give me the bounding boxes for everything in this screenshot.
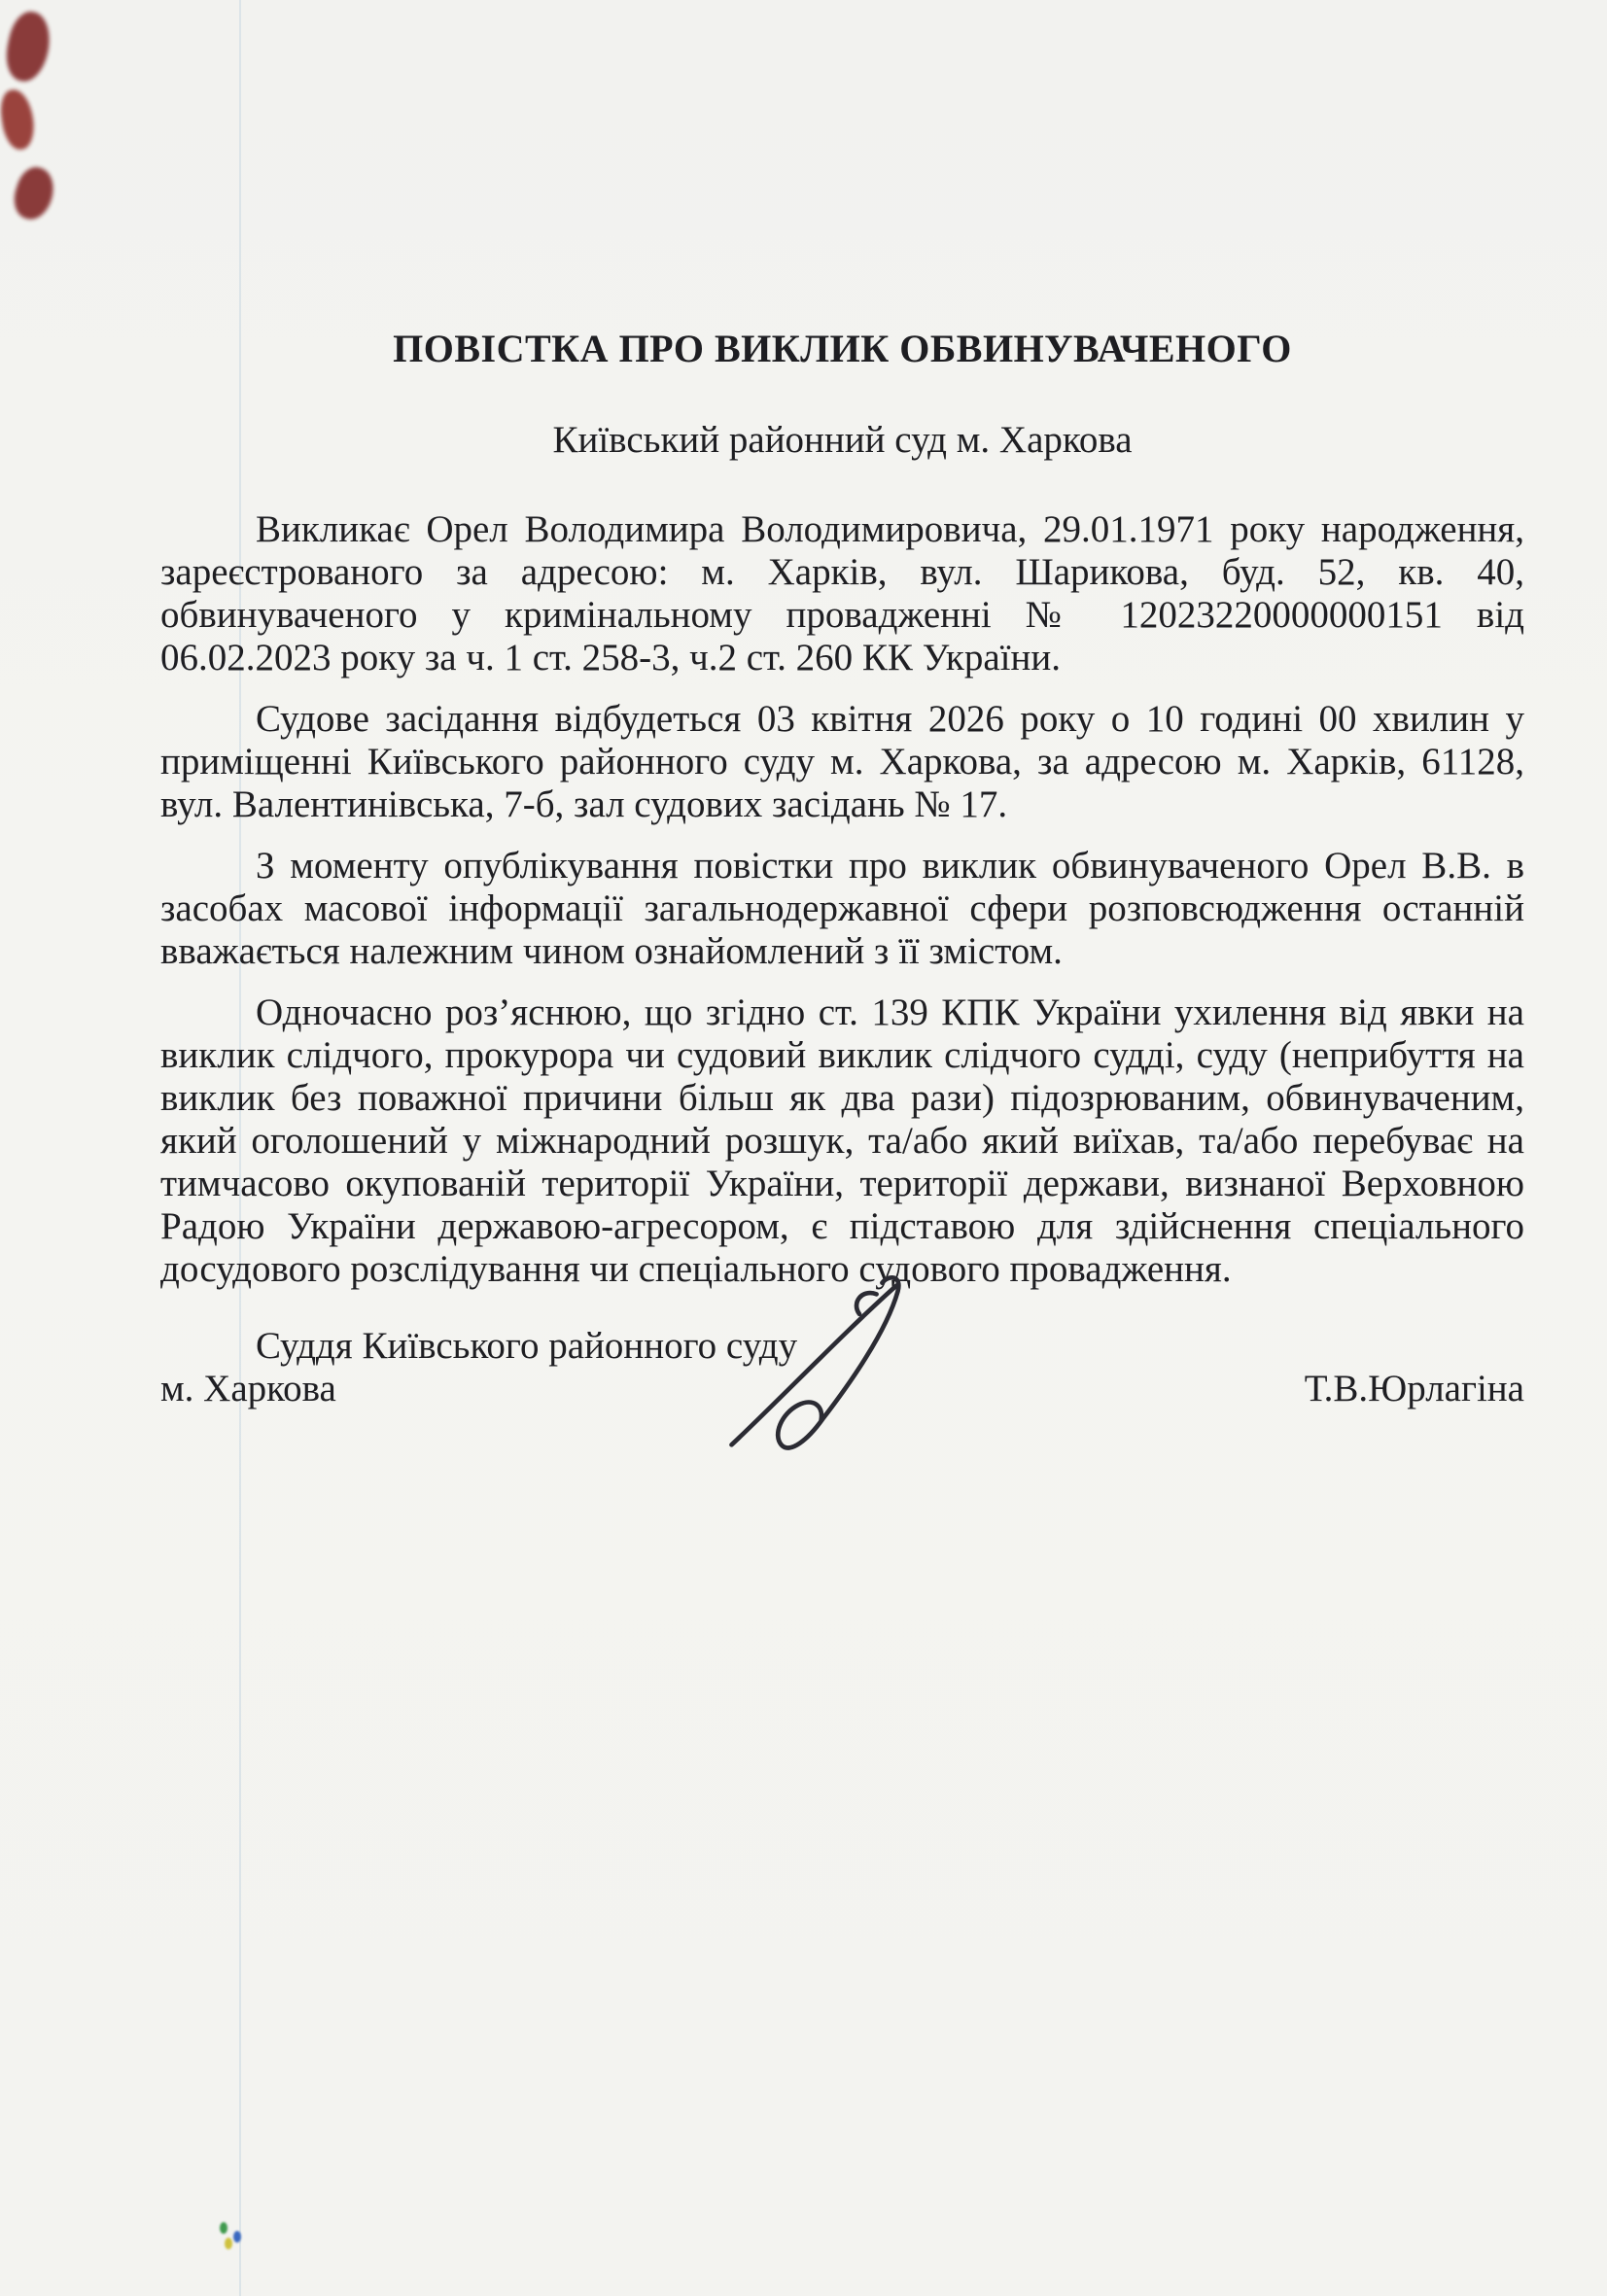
paragraph-hearing-date-location: Судове засідання відбудеться 03 квітня 2026 року о 10 годині 00 хвилин у приміщенні Київського районного суду м. Харкова, за адресою м. Харків, 61128, вул. Валентинівська, 7-б, зал судових засідань № 17. (160, 698, 1524, 825)
judge-name: Т.В.Юрлагіна (1304, 1368, 1524, 1409)
paragraph-summons-details: Викликає Орел Володимира Володимировича, 29.01.1971 року народження, зареєстрованого за адресою: м. Харків, вул. Шарикова, буд. 52, кв. 40, обвинуваченого у кримінальному провадженні № 12023220000000151 від 06.02.2023 року за ч. 1 ст. 258-3, ч.2 ст. 260 КК України. (160, 508, 1524, 678)
judge-title-line: Суддя Київського районного суду (256, 1325, 798, 1367)
document-title: ПОВІСТКА ПРО ВИКЛИК ОБВИНУВАЧЕНОГО (393, 327, 1292, 370)
paragraph-legal-consequences: Одночасно роз’яснюю, що згідно ст. 139 КПК України ухилення від явки на виклик слідчого, прокурора чи судовий виклик слідчого судді, суду (неприбуття на виклик без поважної причини більш як два рази) підозрюваним, обвинуваченим, який оголошений у міжнародний розшук, та/або який виїхав, та/або перебуває на тимчасово окупованій території України, території держави, визнаної Верховною Радою України державою-агресором, є підставою для здійснення спеціального досудового розслідування чи спеціального судового провадження. (160, 991, 1524, 1290)
signature-block (160, 1325, 1524, 1568)
judge-city-line: м. Харкова (160, 1368, 336, 1409)
court-name: Київський районний суд м. Харкова (552, 419, 1133, 461)
handwritten-signature (715, 1271, 933, 1456)
paragraph-publication-notice: З моменту опублікування повістки про виклик обвинуваченого Орел В.В. в засобах масової інформації загальнодержавної сфери розповсюдження останній вважається належним чином ознайомлений з її змістом. (160, 845, 1524, 972)
